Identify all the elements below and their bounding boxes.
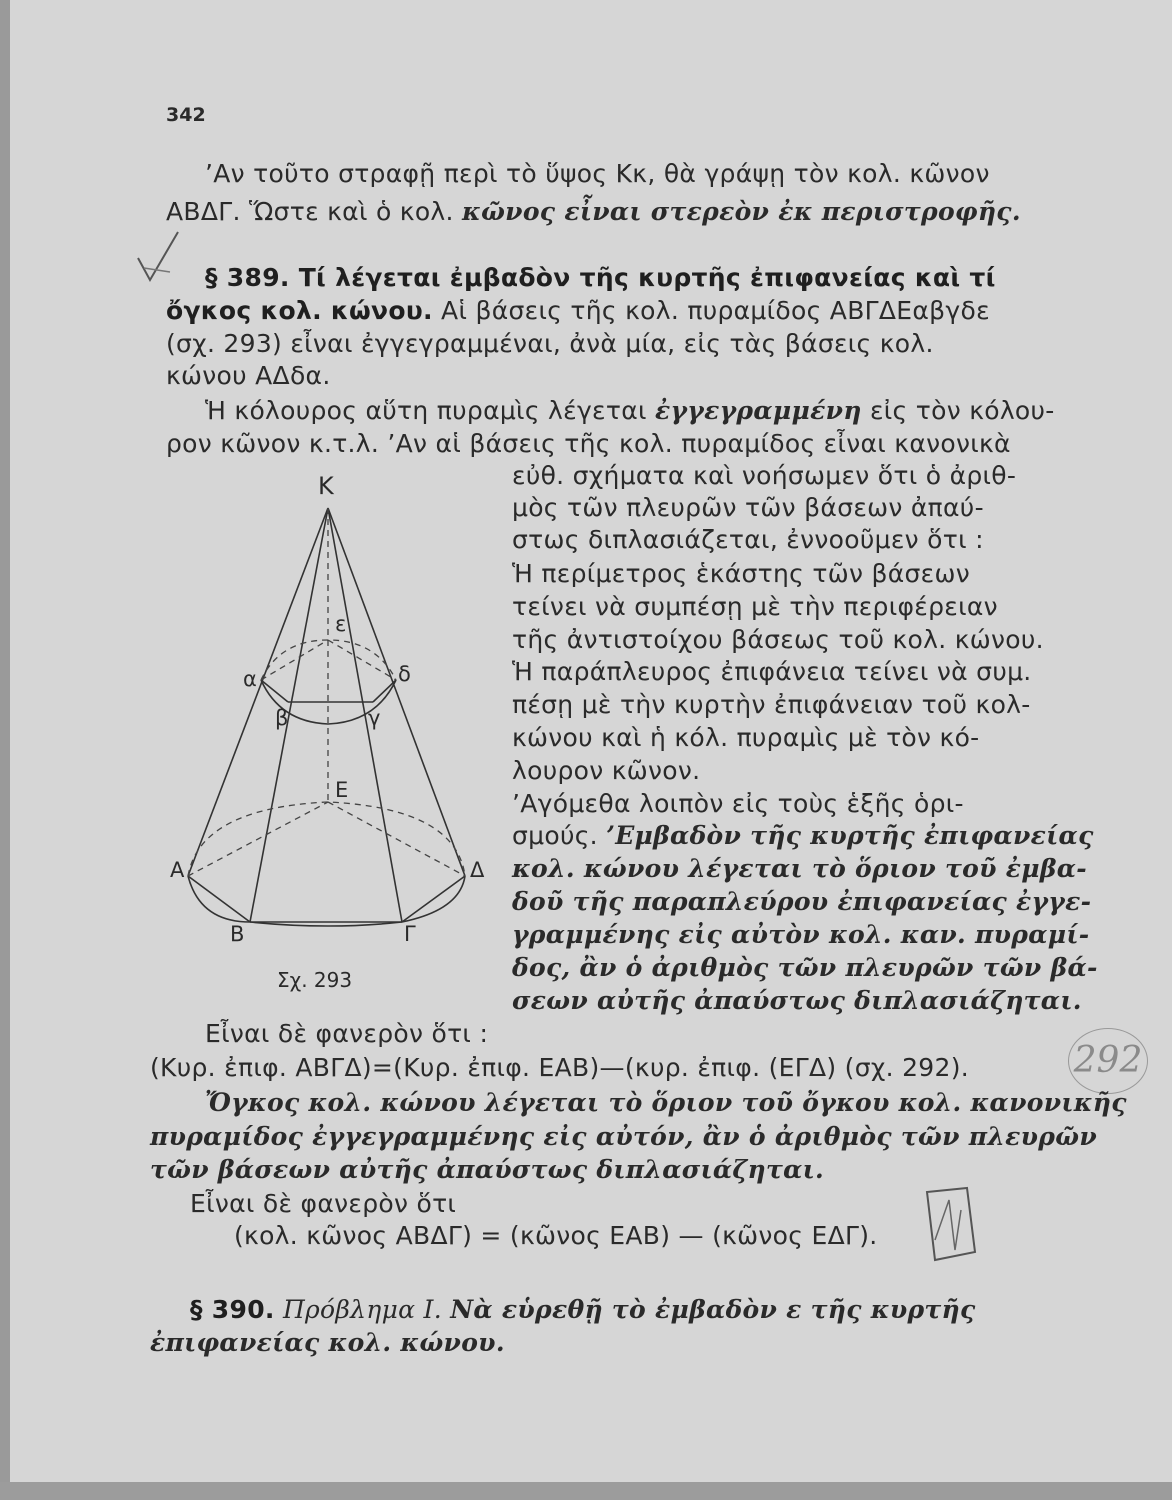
right-text-line bbox=[512, 820, 1094, 852]
pencil-endmark-icon bbox=[915, 1180, 995, 1270]
italic-span: Νὰ εὑρεθῇ τὸ ἐμβαδὸν ε τῆς κυρτῆς bbox=[450, 1295, 976, 1324]
text-line bbox=[166, 295, 990, 327]
bottom-ellipse-front bbox=[188, 876, 465, 926]
page-edge-bottom bbox=[0, 1482, 1172, 1500]
text-line: (σχ. 293) εἶναι ἐγγεγραμμέναι, ἀνὰ μία, εἰς τὰς βάσεις κολ. bbox=[166, 329, 934, 358]
right-def-line: κολ. κώνου λέγεται τὸ ὅριον τοῦ ἐμβα- bbox=[512, 854, 1087, 883]
italic-span: ’Εμβαδὸν τῆς κυρτῆς ἐπιφανείας bbox=[606, 821, 1094, 850]
label-E: Ε bbox=[335, 778, 349, 802]
bold-span: ὄγκος κολ. κώνου. bbox=[166, 296, 433, 325]
right-def-line: σεων αὐτῆς ἀπαύστως διπλασιάζηται. bbox=[512, 986, 1082, 1015]
right-text-line: Ἡ παράπλευρος ἐπιφάνεια τείνει νὰ συμ. bbox=[512, 657, 1032, 686]
page-edge-left bbox=[0, 0, 10, 1500]
right-text-line: κώνου καὶ ἡ κόλ. πυραμὶς μὲ τὸν κό- bbox=[512, 723, 980, 752]
text-span: ΑΒΔΓ. Ὥστε καὶ ὁ κολ. bbox=[166, 197, 454, 226]
label-alpha: α bbox=[243, 667, 257, 691]
base-edge-GD bbox=[402, 876, 465, 922]
text-span: Αἱ βάσεις τῆς κολ. πυραμίδος ΑΒΓΔΕαβγδε bbox=[441, 296, 990, 325]
label-K: Κ bbox=[318, 472, 334, 500]
label-Gamma: Γ bbox=[404, 922, 416, 946]
right-def-line: δος, ἂν ὁ ἀριθμὸς τῶν πλευρῶν τῶν βά- bbox=[512, 953, 1098, 982]
section-389-heading: § 389. Τί λέγεται ἐμβαδὸν τῆς κυρτῆς ἐπιφανείας καὶ τί bbox=[205, 263, 996, 292]
section-390-line: ἐπιφανείας κολ. κώνου. bbox=[150, 1328, 505, 1357]
page-number: 342 bbox=[166, 104, 206, 126]
volume-definition-line: τῶν βάσεων αὐτῆς ἀπαύστως διπλασιάζηται. bbox=[150, 1155, 825, 1184]
right-text-line: στως διπλασιάζεται, ἐννοοῦμεν ὅτι : bbox=[512, 525, 984, 554]
right-text-line: λουρον κῶνον. bbox=[512, 756, 701, 785]
label-beta: β bbox=[275, 706, 289, 730]
italic-span: Πρόβλημα Ι. bbox=[282, 1295, 442, 1324]
formula2-intro: Εἶναι δὲ φανερὸν ὅτι bbox=[190, 1189, 457, 1218]
cone-edge-right bbox=[328, 508, 465, 876]
label-B: Β bbox=[230, 922, 245, 946]
generator-B bbox=[250, 508, 328, 922]
text-span: σμούς. bbox=[512, 821, 598, 850]
bottom-back-edge-1 bbox=[188, 802, 328, 876]
text-line bbox=[166, 196, 1021, 228]
formula-2: (κολ. κῶνος ΑΒΔΓ) = (κῶνος ΕΑΒ) — (κῶνος ΕΔΓ). bbox=[234, 1221, 878, 1250]
text-span: Ἡ κόλουρος αὕτη πυραμὶς λέγεται bbox=[205, 396, 647, 425]
figure-293-cone bbox=[160, 490, 490, 960]
pencil-check-icon bbox=[130, 228, 200, 288]
right-text-line: τῆς ἀντιστοίχου βάσεως τοῦ κολ. κώνου. bbox=[512, 625, 1044, 654]
italic-span: κῶνος εἶναι στερεὸν ἐκ περιστροφῆς. bbox=[462, 197, 1021, 226]
right-def-line: δοῦ τῆς παραπλεύρου ἐπιφανείας ἐγγε- bbox=[512, 887, 1092, 916]
right-def-line: γραμμένης εἰς αὐτὸν κολ. καν. πυραμί- bbox=[512, 920, 1090, 949]
top-edge-ab bbox=[261, 680, 288, 702]
bottom-back-edge-2 bbox=[328, 802, 465, 876]
right-text-line: εὐθ. σχήματα καὶ νοήσωμεν ὅτι ὁ ἀριθ- bbox=[512, 461, 1017, 490]
margin-note: 292 bbox=[1068, 1028, 1148, 1094]
formula-intro: Εἶναι δὲ φανερὸν ὅτι : bbox=[205, 1019, 489, 1048]
text-line: κώνου ΑΔδα. bbox=[166, 361, 331, 390]
italic-span: ἐγγεγραμμένη bbox=[655, 396, 862, 425]
text-span: εἰς τὸν κόλου- bbox=[869, 396, 1055, 425]
label-A: Α bbox=[170, 858, 185, 882]
right-text-line: Ἡ περίμετρος ἑκάστης τῶν βάσεων bbox=[512, 559, 970, 588]
top-back-edge-2 bbox=[328, 640, 396, 680]
section-390-heading bbox=[190, 1294, 976, 1326]
text-line: ρον κῶνον κ.τ.λ. ’Αν αἱ βάσεις τῆς κολ. πυραμίδος εἶναι κανονικὰ bbox=[166, 429, 1011, 458]
volume-definition-line: πυραμίδος ἐγγεγραμμένης εἰς αὐτόν, ἂν ὁ ἀριθμὸς τῶν πλευρῶν bbox=[150, 1122, 1097, 1151]
volume-definition-line: Ὄγκος κολ. κώνου λέγεται τὸ ὅριον τοῦ ὄγκου κολ. κανονικῆς bbox=[205, 1088, 1127, 1117]
bold-span: § 390. bbox=[190, 1295, 275, 1324]
cone-edge-left bbox=[188, 508, 328, 876]
label-gamma: γ bbox=[368, 706, 381, 730]
bottom-ellipse-back bbox=[188, 802, 465, 876]
right-text-line: ’Αγόμεθα λοιπὸν εἰς τοὺς ἑξῆς ὁρι- bbox=[512, 789, 964, 818]
label-delta: δ bbox=[398, 662, 411, 686]
label-epsilon: ε bbox=[335, 612, 347, 636]
right-text-line: μὸς τῶν πλευρῶν τῶν βάσεων ἀπαύ- bbox=[512, 493, 984, 522]
label-Delta: Δ bbox=[470, 858, 485, 882]
figure-caption: Σχ. 293 bbox=[277, 968, 353, 992]
right-text-line: τείνει νὰ συμπέσῃ μὲ τὴν περιφέρειαν bbox=[512, 592, 998, 621]
formula-1: (Κυρ. ἐπιφ. ΑΒΓΔ)=(Κυρ. ἐπιφ. ΕΑΒ)—(κυρ. ἐπιφ. (ΕΓΔ) (σχ. 292). bbox=[150, 1053, 970, 1082]
text-line: ’Αν τοῦτο στραφῇ περὶ τὸ ὕψος Κκ, θὰ γράψῃ τὸν κολ. κῶνον bbox=[205, 159, 990, 188]
right-text-line: πέσῃ μὲ τὴν κυρτὴν ἐπιφάνειαν τοῦ κολ- bbox=[512, 690, 1031, 719]
text-line bbox=[205, 395, 1055, 427]
